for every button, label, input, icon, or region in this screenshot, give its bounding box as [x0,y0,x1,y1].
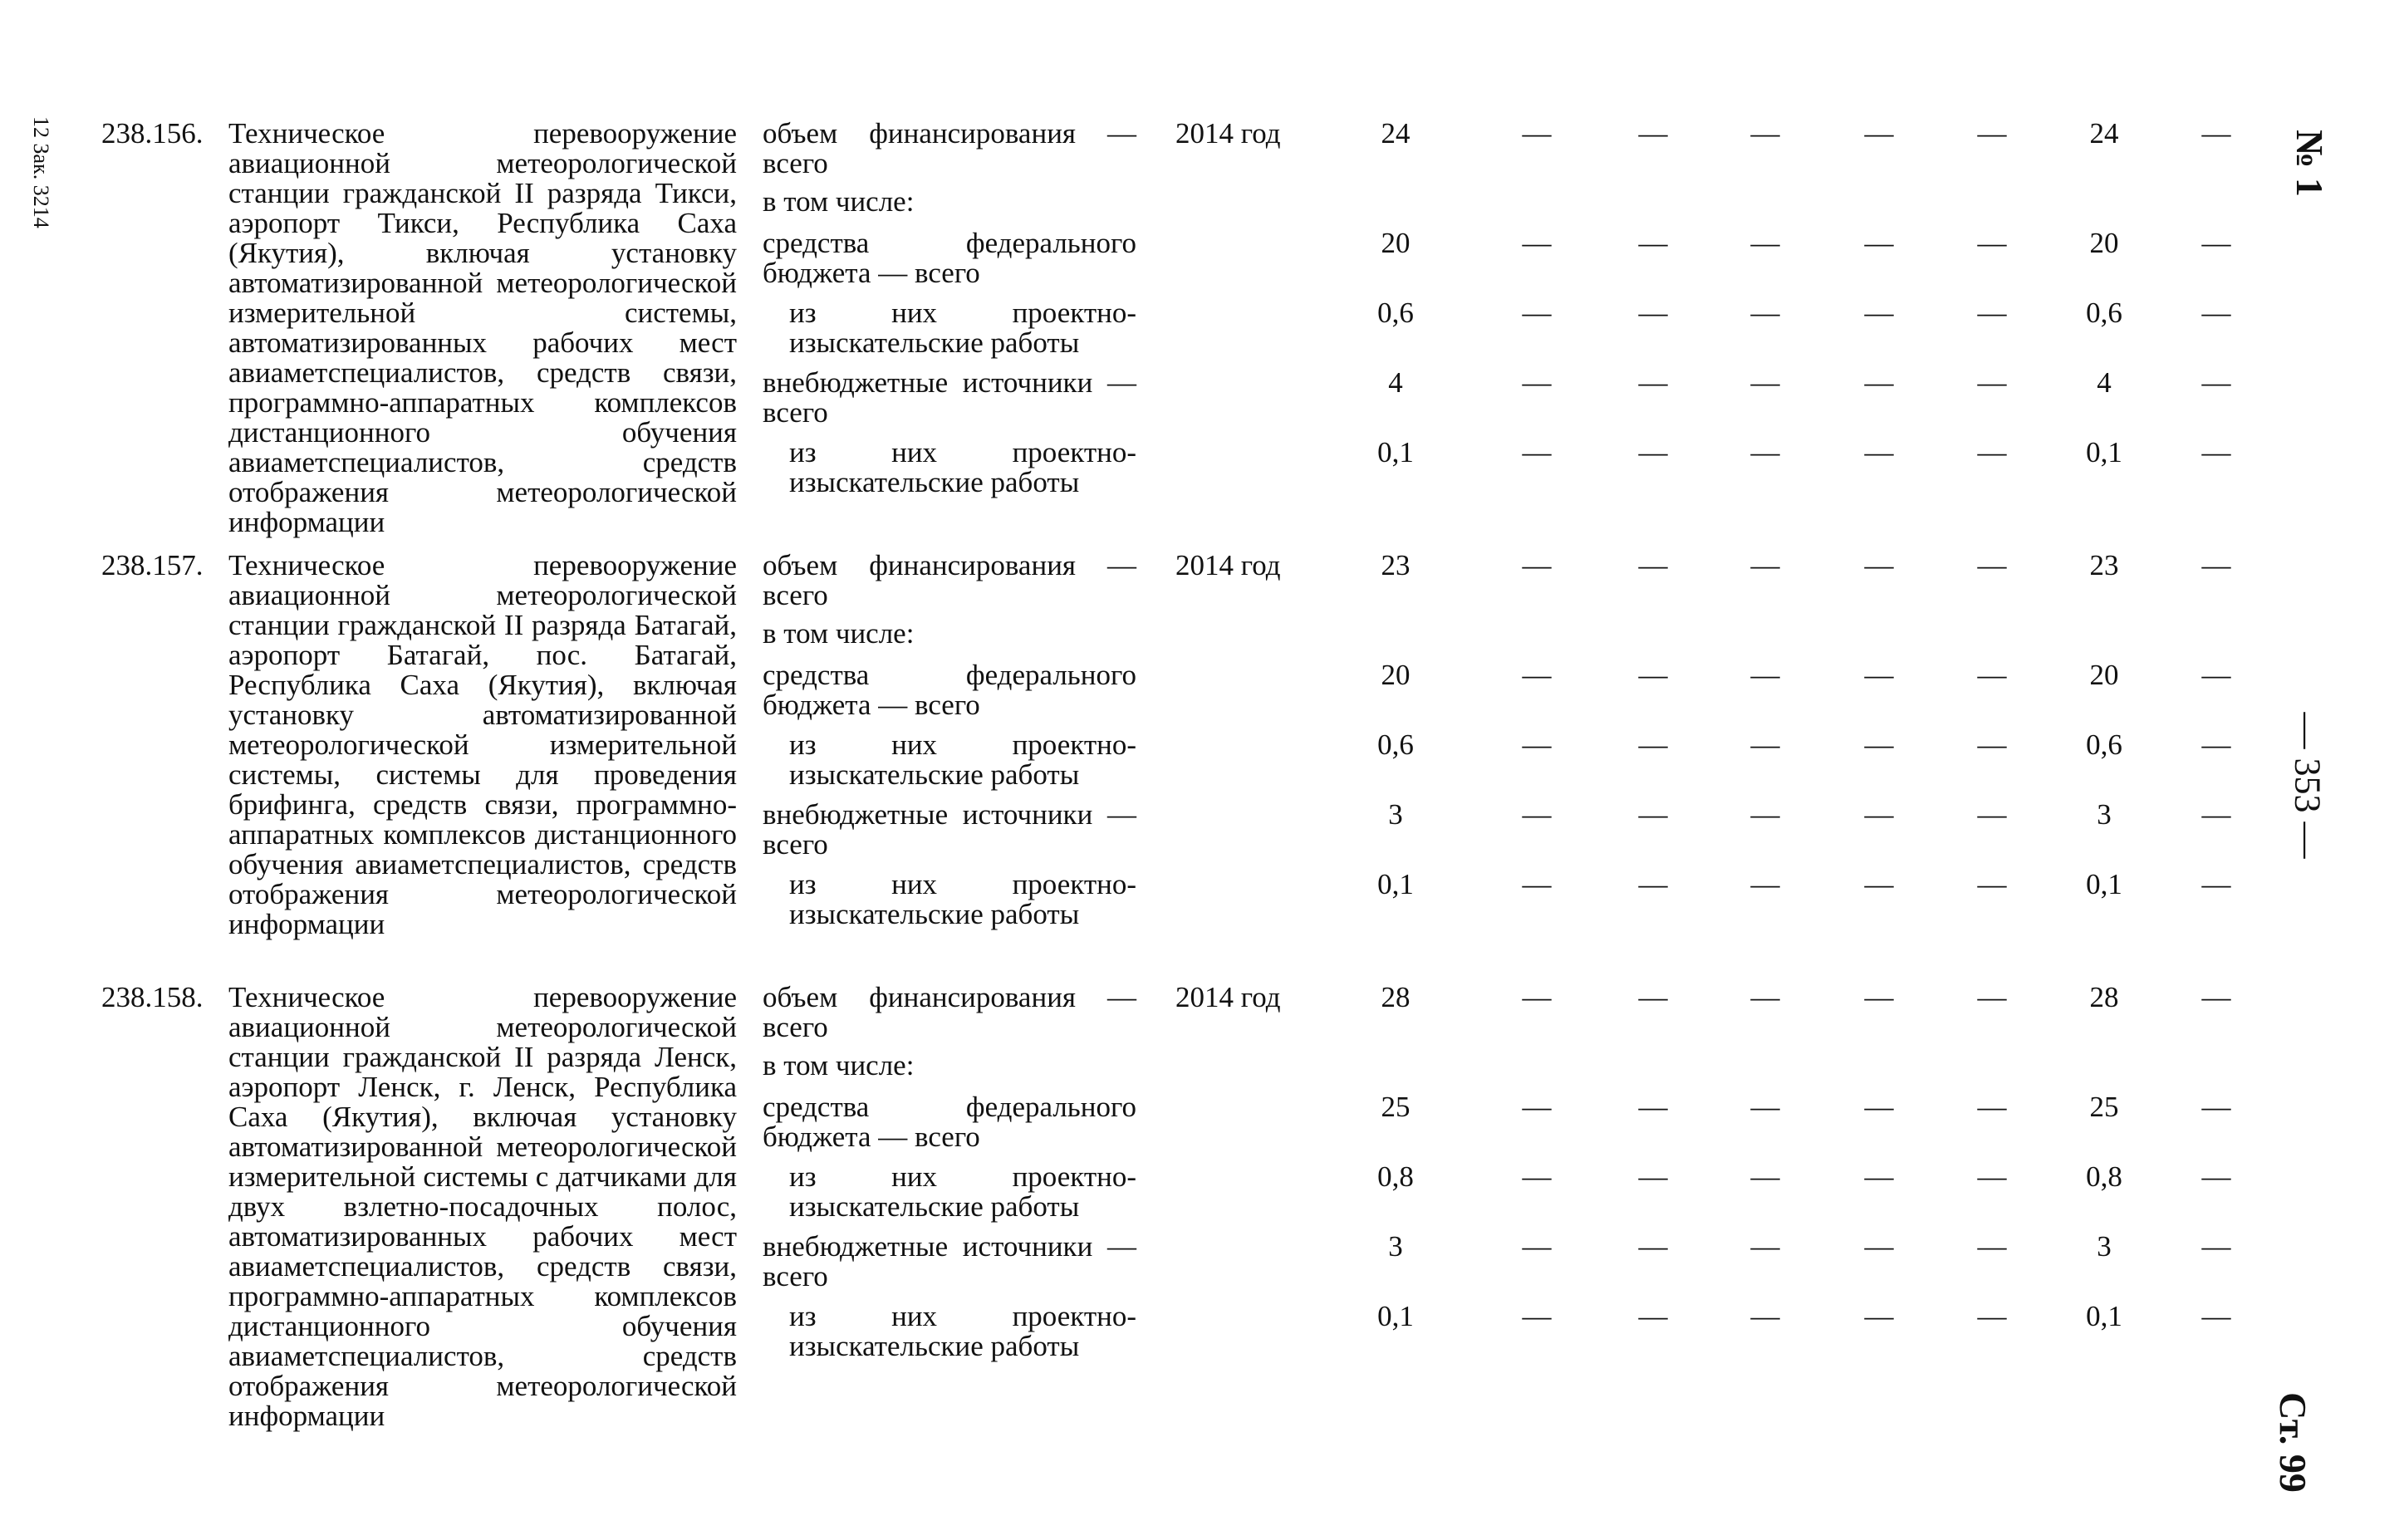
row-year: 2014 год [1175,549,1281,581]
row-label: объем финансирования — всего [763,117,1136,179]
table-cell: — [1638,1230,1668,1263]
table-cell: — [1864,436,1894,468]
table-cell: 0,1 [2086,868,2122,900]
table-cell: — [1522,366,1552,399]
entry-number: 238.156. [101,117,204,150]
table-cell: — [1638,868,1668,900]
table-cell: — [2201,1230,2231,1263]
table-cell: — [1522,1160,1552,1193]
table-cell: — [1638,436,1668,468]
table-cell: — [1638,227,1668,259]
table-cell: — [1864,1091,1894,1123]
table-cell: — [1750,1300,1780,1332]
table-cell: — [2201,728,2231,761]
table-cell: — [1864,798,1894,831]
table-cell: — [1750,659,1780,691]
table-cell: — [2201,1160,2231,1193]
table-cell: — [1977,1300,2007,1332]
table-cell: — [1638,1300,1668,1332]
table-row [0,1232,2243,1298]
table-cell: 25 [1381,1091,1411,1123]
table-cell: — [1638,1160,1668,1193]
table-cell: 0,6 [1377,297,1414,329]
row-label: объем финансирования — всего [763,981,1136,1043]
table-cell: 0,1 [2086,1300,2122,1332]
table-cell: — [1977,1160,2007,1193]
table-cell: — [2201,227,2231,259]
row-label: из них проектно-изыскательские работы [789,1160,1136,1223]
table-cell: — [2201,549,2231,581]
table-cell: — [1977,798,2007,831]
table-cell: — [1522,1230,1552,1263]
table-cell: 3 [2097,1230,2112,1263]
table-cell: 20 [1381,659,1411,691]
table-cell: — [1638,1091,1668,1123]
table-row [0,800,2243,866]
row-label: внебюджетные источники — всего [763,798,1136,861]
entry-description: Техническое перевооружение авиационной метеорологической станции гражданской II разряда Батагай, аэропорт Батагай, пос. Батагай, Республика Саха (Якутия), включая установку автоматизированной метеорологической измерительной системы, системы для проведения брифинга, средств связи, программно-аппаратных комплексов дистанционного обучения авиаметспециалистов, средств отображения метеорологической информации [228,549,737,940]
table-cell: — [1864,1230,1894,1263]
table-cell: — [2201,868,2231,900]
table-cell: — [1638,117,1668,150]
table-cell: — [1864,868,1894,900]
table-cell: — [1977,227,2007,259]
table-cell: — [1638,549,1668,581]
row-label: из них проектно-изыскательские работы [789,436,1136,498]
table-cell: — [1750,366,1780,399]
table-cell: 23 [2089,549,2119,581]
table-cell: — [1750,981,1780,1013]
table-cell: — [1750,117,1780,150]
row-label: в том числе: [763,617,915,650]
row-label: внебюджетные источники — всего [763,1230,1136,1292]
table-cell: — [1522,728,1552,761]
row-year: 2014 год [1175,981,1281,1013]
table-cell: 20 [1381,227,1411,259]
table-row [0,368,2243,434]
entry-description: Техническое перевооружение авиационной метеорологической станции гражданской II разряда Ленск, аэропорт Ленск, г. Ленск, Республика Саха (Якутия), включая установку автоматизированной метеорологической измерительной системы с датчиками для двух взлетно-посадочных полос, автоматизированных рабочих мест авиаметспециалистов, средств связи, программно-аппаратных комплексов дистанционного обучения авиаметспециалистов, средств отображения метеорологической информации [228,981,737,1432]
table-cell: 0,1 [1377,1300,1414,1332]
row-label: из них проектно-изыскательские работы [789,868,1136,930]
table-cell: — [1864,117,1894,150]
table-cell: — [1864,659,1894,691]
table-cell: — [1864,728,1894,761]
table-cell: 24 [2089,117,2119,150]
table-cell: — [1977,549,2007,581]
table-cell: — [2201,1300,2231,1332]
table-cell: 0,8 [2086,1160,2122,1193]
row-label: средства федерального бюджета — всего [763,227,1136,289]
table-row [0,1162,2243,1229]
table-cell: — [1522,798,1552,831]
table-cell: — [2201,659,2231,691]
table-cell: — [1638,659,1668,691]
row-year: 2014 год [1175,117,1281,150]
table-cell: 28 [2089,981,2119,1013]
article-number: Ст. 99 [2271,1392,2314,1493]
table-cell: — [1522,436,1552,468]
row-label: средства федерального бюджета — всего [763,1091,1136,1153]
table-row [0,1092,2243,1159]
table-cell: 0,1 [2086,436,2122,468]
entry-description: Техническое перевооружение авиационной метеорологической станции гражданской II разряда Тикси, аэропорт Тикси, Республика Саха (Якутия), включая установку автоматизированной метеорологической измерительной системы, автоматизированных рабочих мест авиаметспециалистов, средств связи, программно-аппаратных комплексов дистанционного обучения авиаметспециалистов, средств отображения метеорологической информации [228,117,737,538]
table-cell: 0,6 [1377,728,1414,761]
entry-number: 238.158. [101,981,204,1013]
table-row [0,551,2243,617]
table-cell: — [1638,798,1668,831]
table-row [0,870,2243,936]
table-cell: — [1638,728,1668,761]
table-row [0,1302,2243,1368]
table-row [0,983,2243,1049]
table-cell: — [1864,297,1894,329]
table-cell: — [2201,117,2231,150]
table-cell: — [1638,981,1668,1013]
row-label: из них проектно-изыскательские работы [789,297,1136,359]
table-cell: 3 [1388,1230,1403,1263]
table-cell: — [1864,549,1894,581]
table-cell: — [2201,981,2231,1013]
table-cell: — [1750,227,1780,259]
table-cell: — [1750,728,1780,761]
table-row [0,730,2243,797]
table-cell: 0,1 [1377,868,1414,900]
table-cell: 20 [2089,659,2119,691]
table-cell: — [1977,1230,2007,1263]
table-cell: — [1638,297,1668,329]
table-cell: — [1977,117,2007,150]
table-cell: — [1977,436,2007,468]
table-cell: 3 [2097,798,2112,831]
table-cell: — [1864,1160,1894,1193]
table-cell: — [1864,1300,1894,1332]
table-cell: — [1750,549,1780,581]
row-label: в том числе: [763,185,915,218]
table-cell: — [1864,981,1894,1013]
table-cell: — [2201,366,2231,399]
table-cell: — [1522,1300,1552,1332]
table-cell: — [2201,297,2231,329]
table-cell: — [1750,798,1780,831]
table-cell: — [1864,366,1894,399]
table-cell: — [1522,1091,1552,1123]
table-cell: — [1750,297,1780,329]
row-label: из них проектно-изыскательские работы [789,1300,1136,1362]
table-cell: — [1750,1091,1780,1123]
table-cell: — [2201,1091,2231,1123]
table-cell: — [1522,117,1552,150]
row-label: в том числе: [763,1049,915,1081]
table-cell: — [1522,868,1552,900]
table-cell: — [1977,728,2007,761]
table-cell: — [1750,436,1780,468]
page-number: — 353 — [2287,712,2328,859]
table-cell: — [1750,1160,1780,1193]
table-cell: — [1977,868,2007,900]
row-label: внебюджетные источники — всего [763,366,1136,429]
table-row [0,119,2243,185]
table-cell: — [1522,981,1552,1013]
table-cell: — [2201,436,2231,468]
table-row [0,228,2243,295]
table-cell: 4 [1388,366,1403,399]
table-cell: 0,1 [1377,436,1414,468]
table-cell: 23 [1381,549,1411,581]
table-cell: — [1864,227,1894,259]
table-cell: 3 [1388,798,1403,831]
table-cell: — [1977,981,2007,1013]
table-cell: — [2201,798,2231,831]
table-cell: — [1750,1230,1780,1263]
table-cell: — [1522,549,1552,581]
table-cell: — [1977,659,2007,691]
table-cell: — [1977,297,2007,329]
issue-number: № 1 [2288,130,2331,197]
table-cell: — [1750,868,1780,900]
order-number: 12 Зак. 3214 [29,116,53,228]
row-label: объем финансирования — всего [763,549,1136,611]
table-cell: 24 [1381,117,1411,150]
entry-number: 238.157. [101,549,204,581]
table-row [0,660,2243,727]
table-cell: 0,8 [1377,1160,1414,1193]
table-cell: — [1977,1091,2007,1123]
table-cell: 0,6 [2086,297,2122,329]
row-label: средства федерального бюджета — всего [763,659,1136,721]
table-cell: 0,6 [2086,728,2122,761]
table-row [0,298,2243,365]
table-row [0,438,2243,504]
table-cell: — [1977,366,2007,399]
table-cell: — [1638,366,1668,399]
right-margin [2268,83,2384,1495]
table-cell: — [1522,297,1552,329]
table-cell: 20 [2089,227,2119,259]
table-cell: 25 [2089,1091,2119,1123]
table-cell: — [1522,227,1552,259]
table-cell: 28 [1381,981,1411,1013]
table-cell: 4 [2097,366,2112,399]
row-label: из них проектно-изыскательские работы [789,728,1136,791]
table-cell: — [1522,659,1552,691]
